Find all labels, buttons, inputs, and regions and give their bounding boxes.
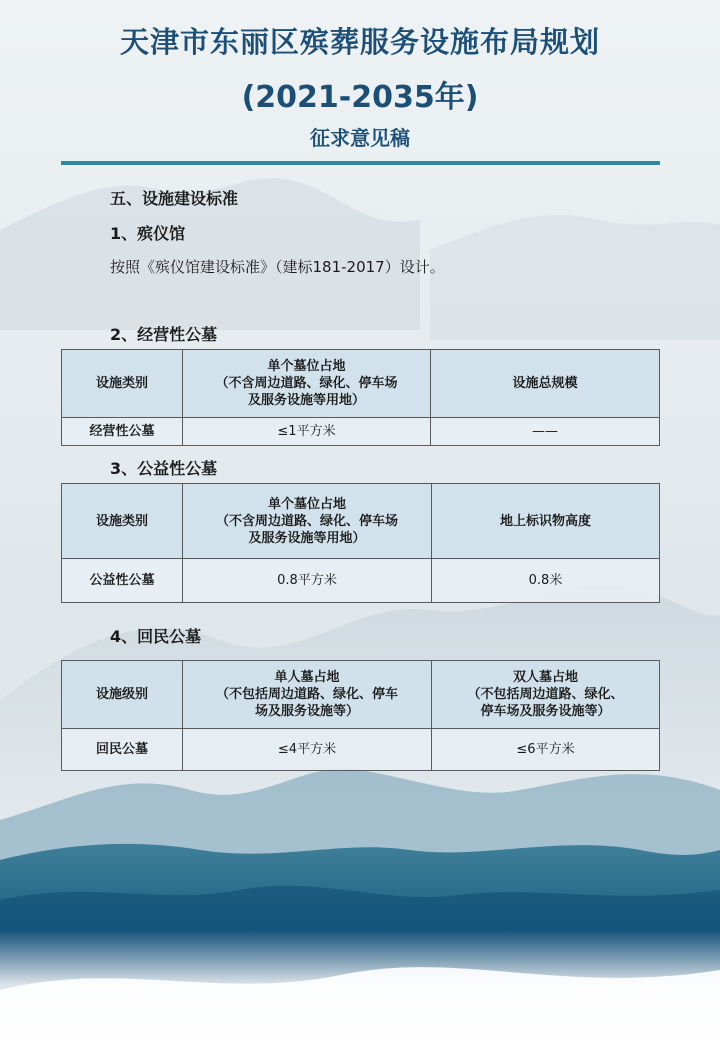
row-single-plot: ≤4平方米 bbox=[183, 729, 432, 771]
header-line: 单个墓位占地 bbox=[267, 359, 346, 374]
header-cell-plot-area bbox=[183, 484, 432, 559]
hui-cemetery-heading: 4、回民公墓 bbox=[110, 627, 202, 646]
header-cell-double-plot bbox=[432, 661, 660, 729]
header-line: 及服务设施等用地） bbox=[247, 393, 365, 408]
header-cell-level: 设施级别 bbox=[62, 661, 183, 729]
public-cemetery-heading: 3、公益性公墓 bbox=[110, 459, 218, 478]
header-line: 及服务设施等用地） bbox=[248, 530, 366, 546]
table-header-row bbox=[62, 661, 660, 729]
table-header-row bbox=[62, 484, 660, 559]
row-total-scale: —— bbox=[431, 418, 660, 446]
section-heading: 五、设施建设标准 bbox=[110, 189, 239, 208]
header-line: 单个墓位占地 bbox=[267, 496, 346, 512]
document-years: (2021-2035年) bbox=[241, 80, 479, 115]
header-cell-total-scale: 设施总规模 bbox=[431, 350, 660, 418]
commercial-cemetery-table bbox=[61, 349, 660, 446]
header-cell-plot-area bbox=[183, 350, 431, 418]
header-line: 单人墓占地 bbox=[274, 670, 340, 685]
row-plot-area: 0.8平方米 bbox=[183, 559, 432, 603]
document-subtitle: 征求意见稿 bbox=[310, 126, 410, 150]
document-title: 天津市东丽区殡葬服务设施布局规划 bbox=[119, 25, 600, 59]
public-cemetery-table bbox=[61, 483, 660, 603]
row-label: 回民公墓 bbox=[62, 729, 183, 771]
table-row bbox=[62, 559, 660, 603]
table-row bbox=[62, 418, 660, 446]
row-plot-area: ≤1平方米 bbox=[183, 418, 431, 446]
header-line: （不包括周边道路、绿化、 bbox=[467, 687, 624, 702]
row-label: 经营性公墓 bbox=[62, 418, 183, 446]
header-line: 停车场及服务设施等） bbox=[480, 704, 611, 719]
funeral-home-heading: 1、殡仪馆 bbox=[110, 224, 186, 243]
header-cell-marker-height: 地上标识物高度 bbox=[432, 484, 660, 559]
hui-cemetery-table bbox=[61, 660, 660, 771]
title-divider bbox=[61, 161, 660, 165]
header-line: 场及服务设施等） bbox=[254, 704, 359, 719]
header-cell-category: 设施类别 bbox=[62, 350, 183, 418]
table-row bbox=[62, 729, 660, 771]
table-header-row bbox=[62, 350, 660, 418]
header-line: （不含周边道路、绿化、停车场 bbox=[215, 376, 398, 391]
row-double-plot: ≤6平方米 bbox=[432, 729, 660, 771]
header-line: （不包括周边道路、绿化、停车 bbox=[215, 687, 398, 702]
header-cell-single-plot bbox=[183, 661, 432, 729]
header-line: （不含周边道路、绿化、停车场 bbox=[215, 513, 398, 529]
header-cell-category: 设施类别 bbox=[62, 484, 183, 559]
header-line: 双人墓占地 bbox=[512, 670, 578, 685]
commercial-cemetery-heading: 2、经营性公墓 bbox=[110, 325, 218, 344]
row-marker-height: 0.8米 bbox=[432, 559, 660, 603]
funeral-home-text: 按照《殡仪馆建设标准》（建标181-2017）设计。 bbox=[110, 258, 445, 276]
row-label: 公益性公墓 bbox=[62, 559, 183, 603]
